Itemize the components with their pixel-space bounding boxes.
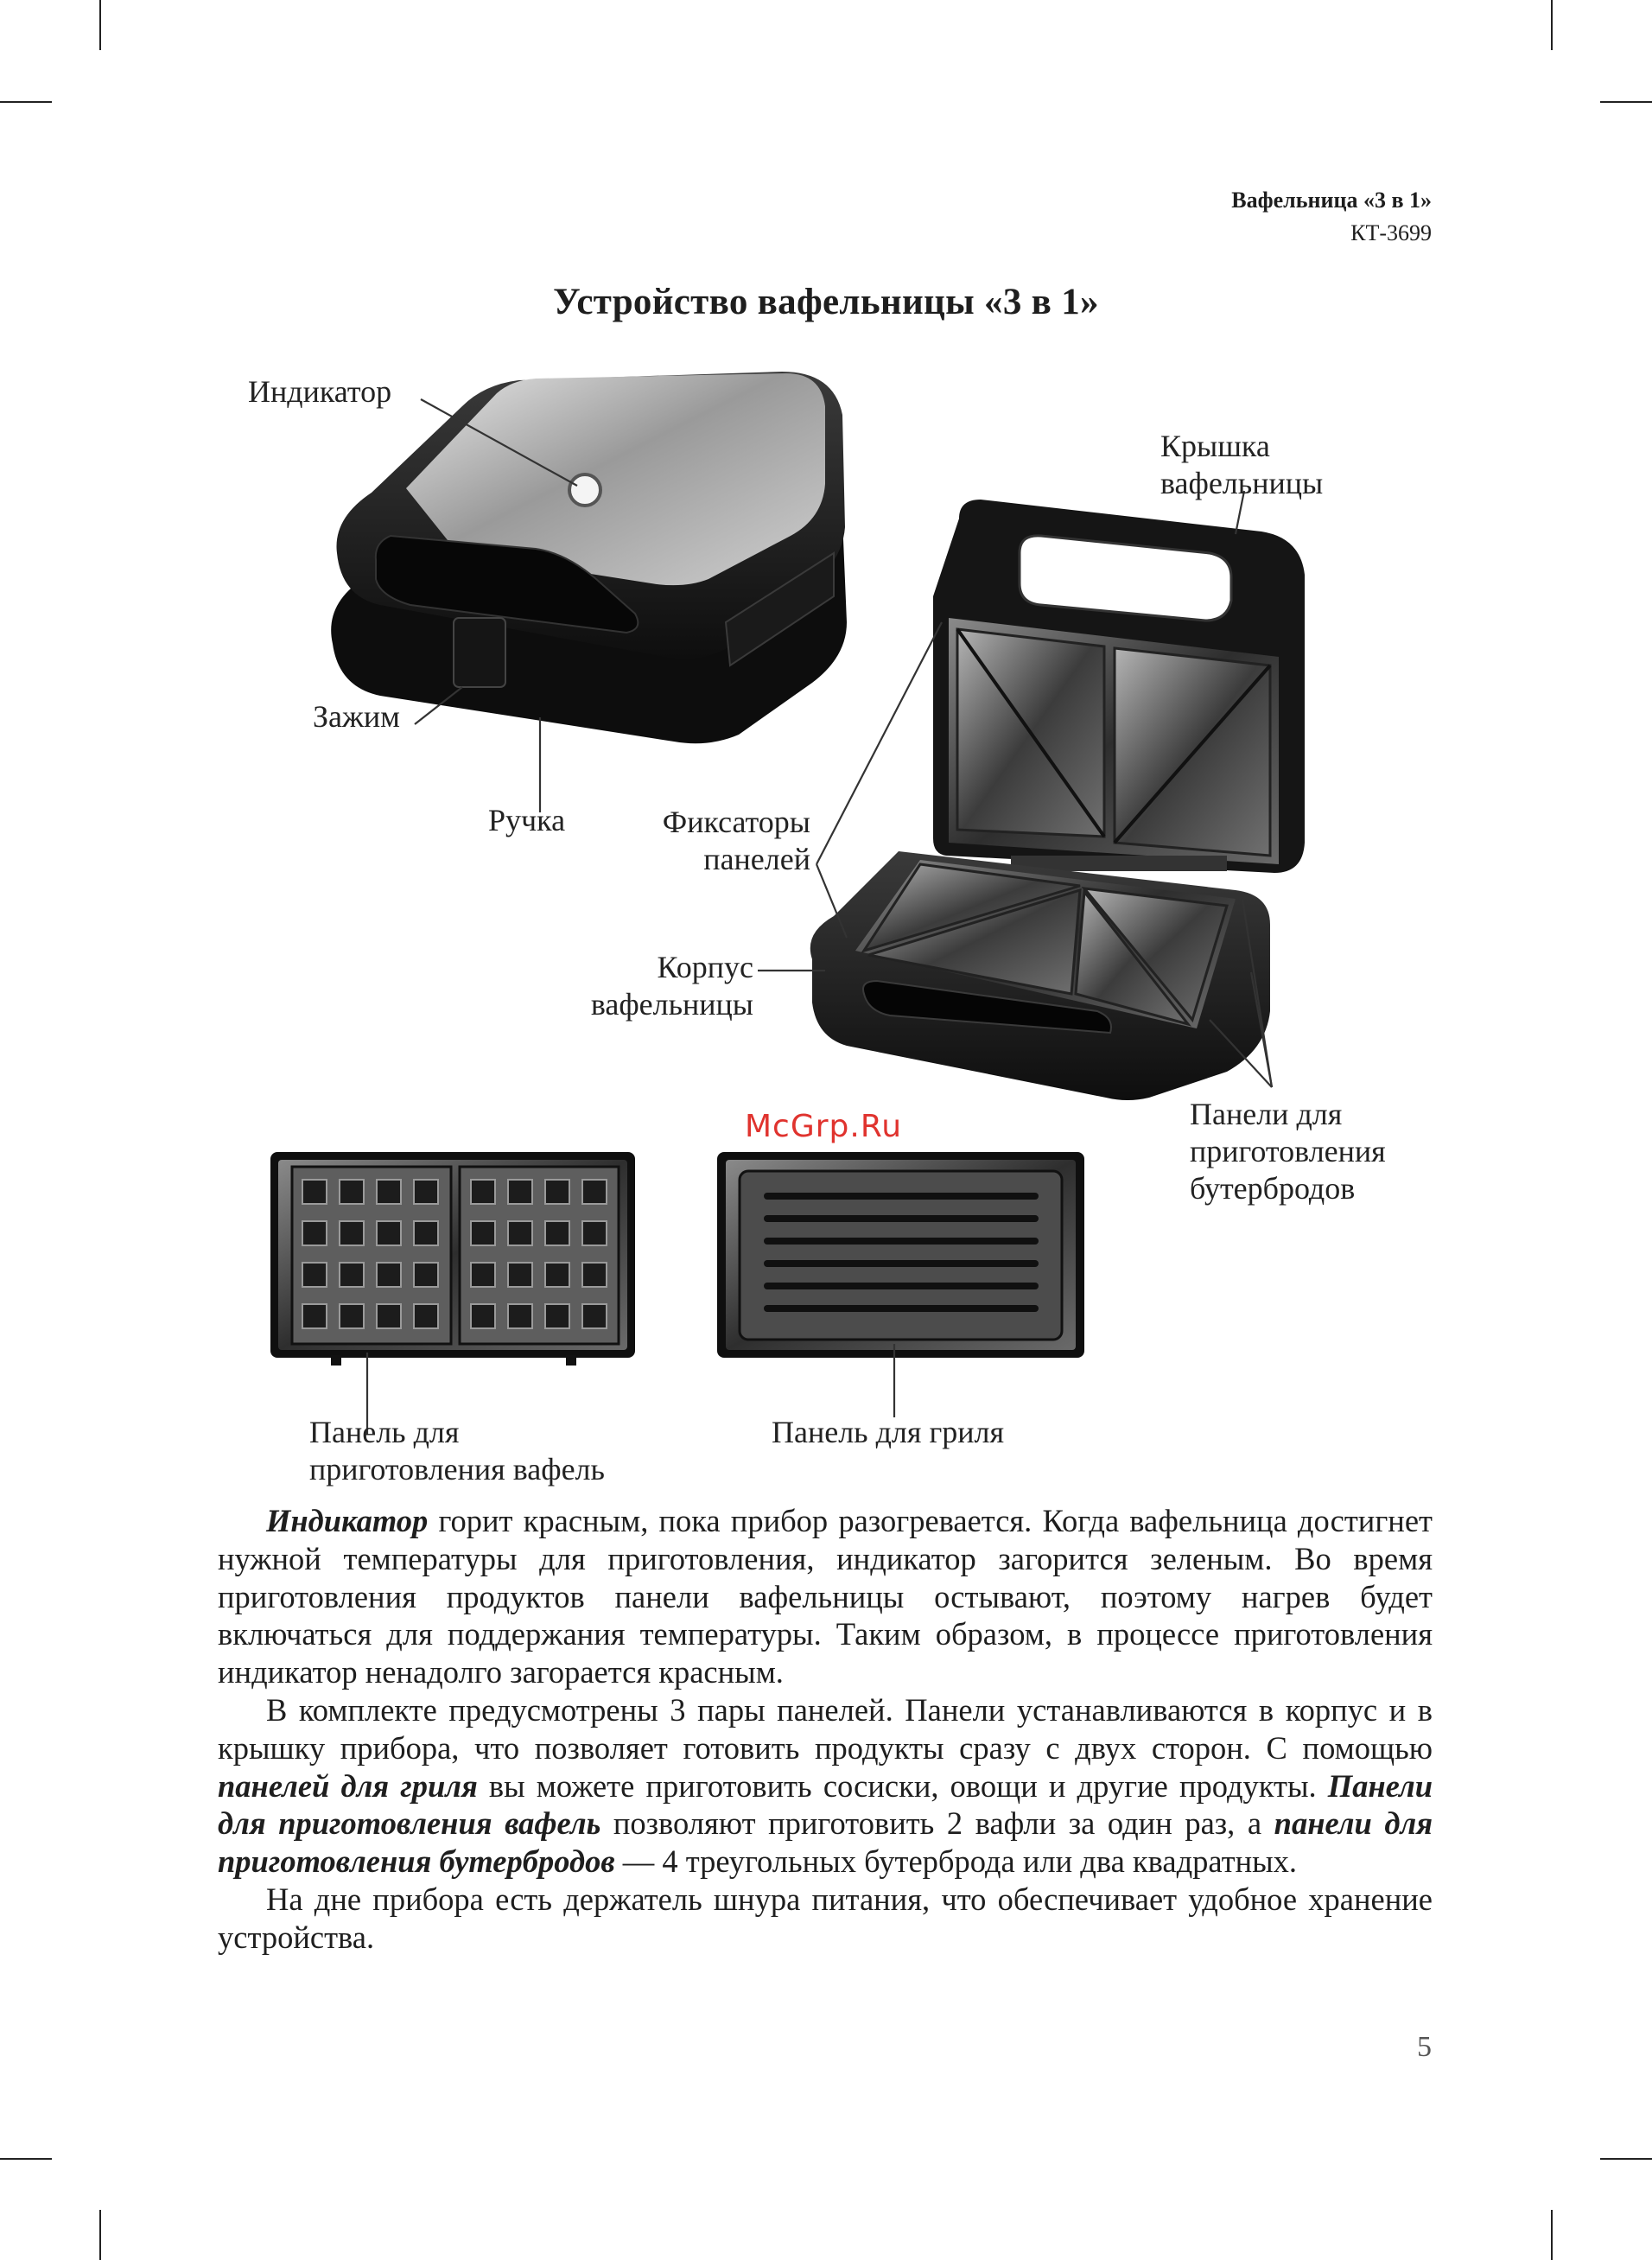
label-body-line2: вафельницы [590, 987, 753, 1022]
label-waffle-line2: приготовления вафель [309, 1452, 605, 1487]
emphasis-sandwich: панели для приготовления бутербродов [218, 1805, 1433, 1880]
label-lid [1160, 428, 1323, 502]
header-title: Вафельница «3 в 1» [1231, 188, 1432, 213]
grill-panel [717, 1152, 1084, 1358]
paragraph-cord: На дне прибора есть держатель шнура питания, что обеспечивает удобное хранение устройства. [218, 1881, 1433, 1955]
emphasis-waffle: Панели для приготовления вафель [218, 1767, 1433, 1842]
body-text [218, 1502, 1433, 1957]
header-model: КТ-3699 [1350, 220, 1432, 245]
label-waffle-line1: Панель для [309, 1415, 460, 1449]
paragraph-text: — 4 треугольных бутерброда или два квадратных. [614, 1843, 1298, 1880]
label-panel-locks [605, 804, 810, 878]
label-sandwich-line1: Панели для [1190, 1097, 1343, 1131]
label-body [553, 949, 753, 1023]
label-locks-line1: Фиксаторы [662, 805, 810, 839]
watermark: McGrp.Ru [745, 1109, 903, 1144]
paragraph-text: горит красным, пока прибор разогревается. Когда вафельница достигнет нужной температуры для приготовления, индикатор загорится зеленым. Во время приготовления продуктов панели вафельницы остывают, поэтому нагрев будет включаться для поддержания температуры. Таким образом, в процессе приготовления индикатор ненадолго загорается красным. [218, 1503, 1433, 1690]
waffle-panel [270, 1152, 635, 1366]
label-lid-line2: вафельницы [1160, 466, 1324, 500]
label-grill-panel: Панель для гриля [772, 1415, 1004, 1449]
closed-waffle-maker [331, 372, 847, 743]
page-title: Устройство вафельницы «3 в 1» [553, 282, 1099, 322]
emphasis-grill: панелей для гриля [218, 1767, 478, 1804]
paragraph-panels [218, 1691, 1433, 1881]
label-handle: Ручка [488, 803, 566, 837]
paragraph-text: вы можете приготовить сосиски, овощи и другие продукты. [477, 1767, 1328, 1804]
label-waffle-panel [309, 1414, 605, 1488]
label-indicator: Индикатор [248, 374, 392, 409]
label-clamp: Зажим [313, 699, 400, 734]
page-number: 5 [1417, 2031, 1432, 2063]
label-locks-line2: панелей [703, 842, 810, 876]
label-sandwich-line2: приготовления [1190, 1134, 1386, 1168]
label-lid-line1: Крышка [1160, 429, 1270, 463]
paragraph-indicator [218, 1502, 1433, 1691]
label-sandwich-panels [1190, 1096, 1386, 1207]
paragraph-text: позволяют приготовить 2 вафли за один раз, а [600, 1805, 1274, 1842]
emphasis-indicator: Индикатор [266, 1503, 429, 1538]
label-sandwich-line3: бутербродов [1190, 1171, 1356, 1206]
label-body-line1: Корпус [657, 950, 753, 984]
open-sandwich-maker [810, 500, 1305, 1100]
paragraph-text: В комплекте предусмотрены 3 пары панелей. Панели устанавливаются в корпус и в крышку прибора, что позволяет готовить продукты сразу с двух сторон. С помощью [218, 1691, 1433, 1766]
